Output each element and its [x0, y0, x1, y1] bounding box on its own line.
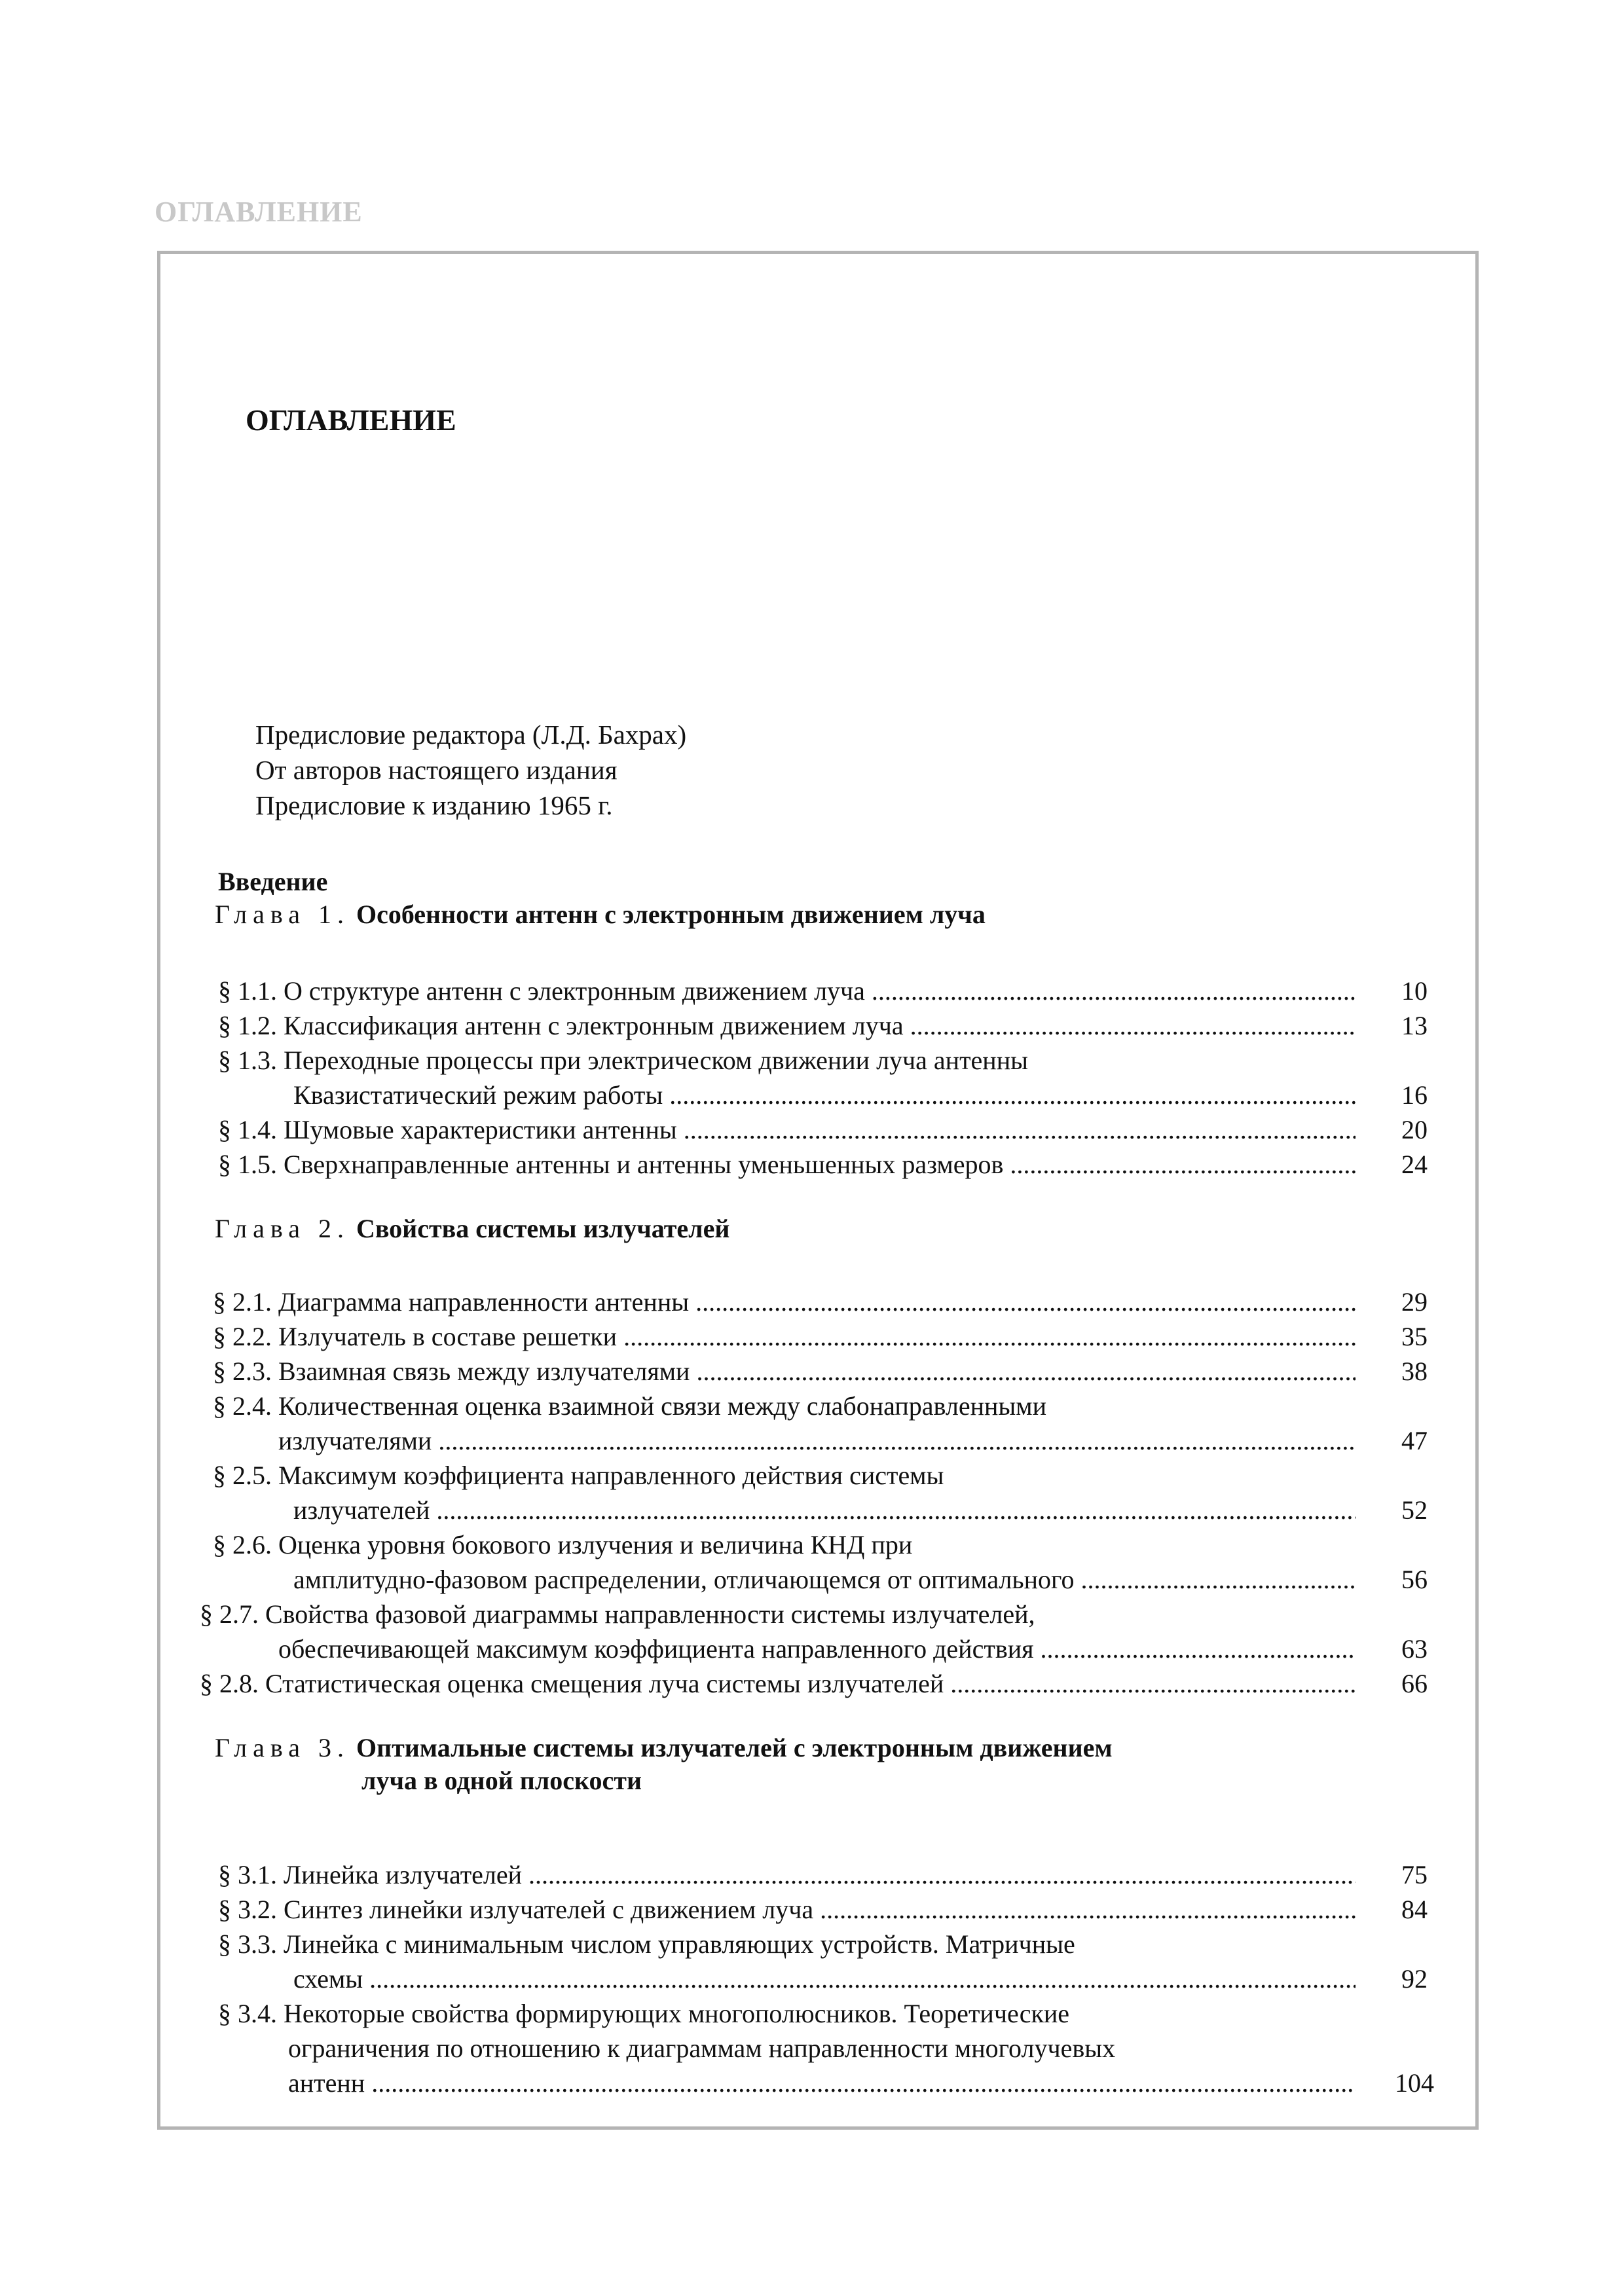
- toc-entry-text: § 1.2. Классификация антенн с электронным движением луча: [218, 1011, 904, 1040]
- toc-entry-text: § 1.3. Переходные процессы при электрическом движении луча антенны: [218, 1046, 1028, 1075]
- page-number: 38: [1401, 1357, 1428, 1386]
- page-number: 104: [1395, 2068, 1434, 2098]
- chapter-title: Оптимальные системы излучателей с электронным движением: [356, 1733, 1113, 1762]
- page-number: 66: [1401, 1669, 1428, 1698]
- page-number: 75: [1401, 1860, 1428, 1889]
- toc-entry-text: § 3.4. Некоторые свойства формирующих многополюсников. Теоретические: [218, 1999, 1070, 2028]
- page-number: 16: [1401, 1080, 1428, 1110]
- page-number: 24: [1401, 1150, 1428, 1179]
- toc-entry-text: § 1.1. О структуре антенн с электронным движением луча: [218, 976, 865, 1006]
- page-frame: [157, 251, 1479, 2130]
- page-number: 35: [1401, 1322, 1428, 1351]
- chapter-heading[interactable]: [215, 1213, 729, 1244]
- page-title: ОГЛАВЛЕНИЕ: [246, 403, 456, 437]
- toc-entry-text: обеспечивающей максимум коэффициента направленного действия: [278, 1634, 1034, 1664]
- preface-item[interactable]: Предисловие редактора (Л.Д. Бахрах): [255, 720, 687, 750]
- chapter-title-continued: луча в одной плоскости: [361, 1766, 642, 1795]
- page-number: 29: [1401, 1287, 1428, 1317]
- page-number: 56: [1401, 1565, 1428, 1594]
- chapter-title: Свойства системы излучателей: [356, 1214, 730, 1243]
- chapter-prefix: Глава 3.: [215, 1733, 350, 1762]
- chapter-heading[interactable]: [215, 899, 986, 930]
- page-number: 47: [1401, 1426, 1428, 1455]
- page-number: 84: [1401, 1895, 1428, 1924]
- toc-entry-text: § 2.5. Максимум коэффициента направленного действия системы: [213, 1461, 944, 1490]
- toc-entry-text: § 3.2. Синтез линейки излучателей с движением луча: [218, 1895, 814, 1924]
- chapter-title: Особенности антенн с электронным движением луча: [356, 900, 986, 929]
- toc-entry-text: излучателями: [278, 1426, 432, 1455]
- toc-entry-text: § 2.3. Взаимная связь между излучателями: [213, 1357, 690, 1386]
- preface-item[interactable]: От авторов настоящего издания: [255, 755, 618, 785]
- page-number: 20: [1401, 1115, 1428, 1144]
- page-number: 63: [1401, 1634, 1428, 1664]
- header-watermark: ОГЛАВЛЕНИЕ: [155, 196, 363, 228]
- toc-entry-text: § 2.8. Статистическая оценка смещения луча системы излучателей: [200, 1669, 944, 1698]
- toc-entry-text: § 2.6. Оценка уровня бокового излучения и величина КНД при: [213, 1530, 913, 1559]
- toc-entry-text: Квазистатический режим работы: [293, 1080, 663, 1110]
- chapter-prefix: Глава 1.: [215, 900, 350, 929]
- toc-entry-text: § 2.4. Количественная оценка взаимной связи между слабонаправленными: [213, 1391, 1046, 1421]
- toc-entry-text: излучателей: [293, 1495, 430, 1525]
- preface-item[interactable]: Предисловие к изданию 1965 г.: [255, 790, 613, 820]
- page-number: 52: [1401, 1495, 1428, 1525]
- toc-entry-text: антенн: [288, 2068, 365, 2098]
- page-number: 13: [1401, 1011, 1428, 1040]
- toc-entry-text: § 3.3. Линейка с минимальным числом управляющих устройств. Матричные: [218, 1929, 1075, 1959]
- toc-entry-text: § 1.5. Сверхнаправленные антенны и антенны уменьшенных размеров: [218, 1150, 1004, 1179]
- toc-entry-text: § 3.1. Линейка излучателей: [218, 1860, 523, 1889]
- toc-entry-text: § 2.1. Диаграмма направленности антенны: [213, 1287, 690, 1317]
- chapter-heading[interactable]: [215, 1732, 1113, 1804]
- toc-entry-text: § 2.2. Излучатель в составе решетки: [213, 1322, 618, 1351]
- toc-entry-text: схемы: [293, 1964, 363, 1994]
- toc-entry-text: § 2.7. Свойства фазовой диаграммы направленности системы излучателей,: [200, 1599, 1035, 1629]
- toc-entry-text: амплитудно-фазовом распределении, отличающемся от оптимального: [293, 1565, 1075, 1594]
- toc-entry-text: § 1.4. Шумовые характеристики антенны: [218, 1115, 677, 1144]
- toc-entry-text: ограничения по отношению к диаграммам направленности многолучевых: [288, 2033, 1116, 2063]
- page-number: 10: [1401, 976, 1428, 1006]
- chapter-prefix: Глава 2.: [215, 1214, 350, 1243]
- page-number: 92: [1401, 1964, 1428, 1994]
- intro-link[interactable]: Введение: [218, 867, 328, 896]
